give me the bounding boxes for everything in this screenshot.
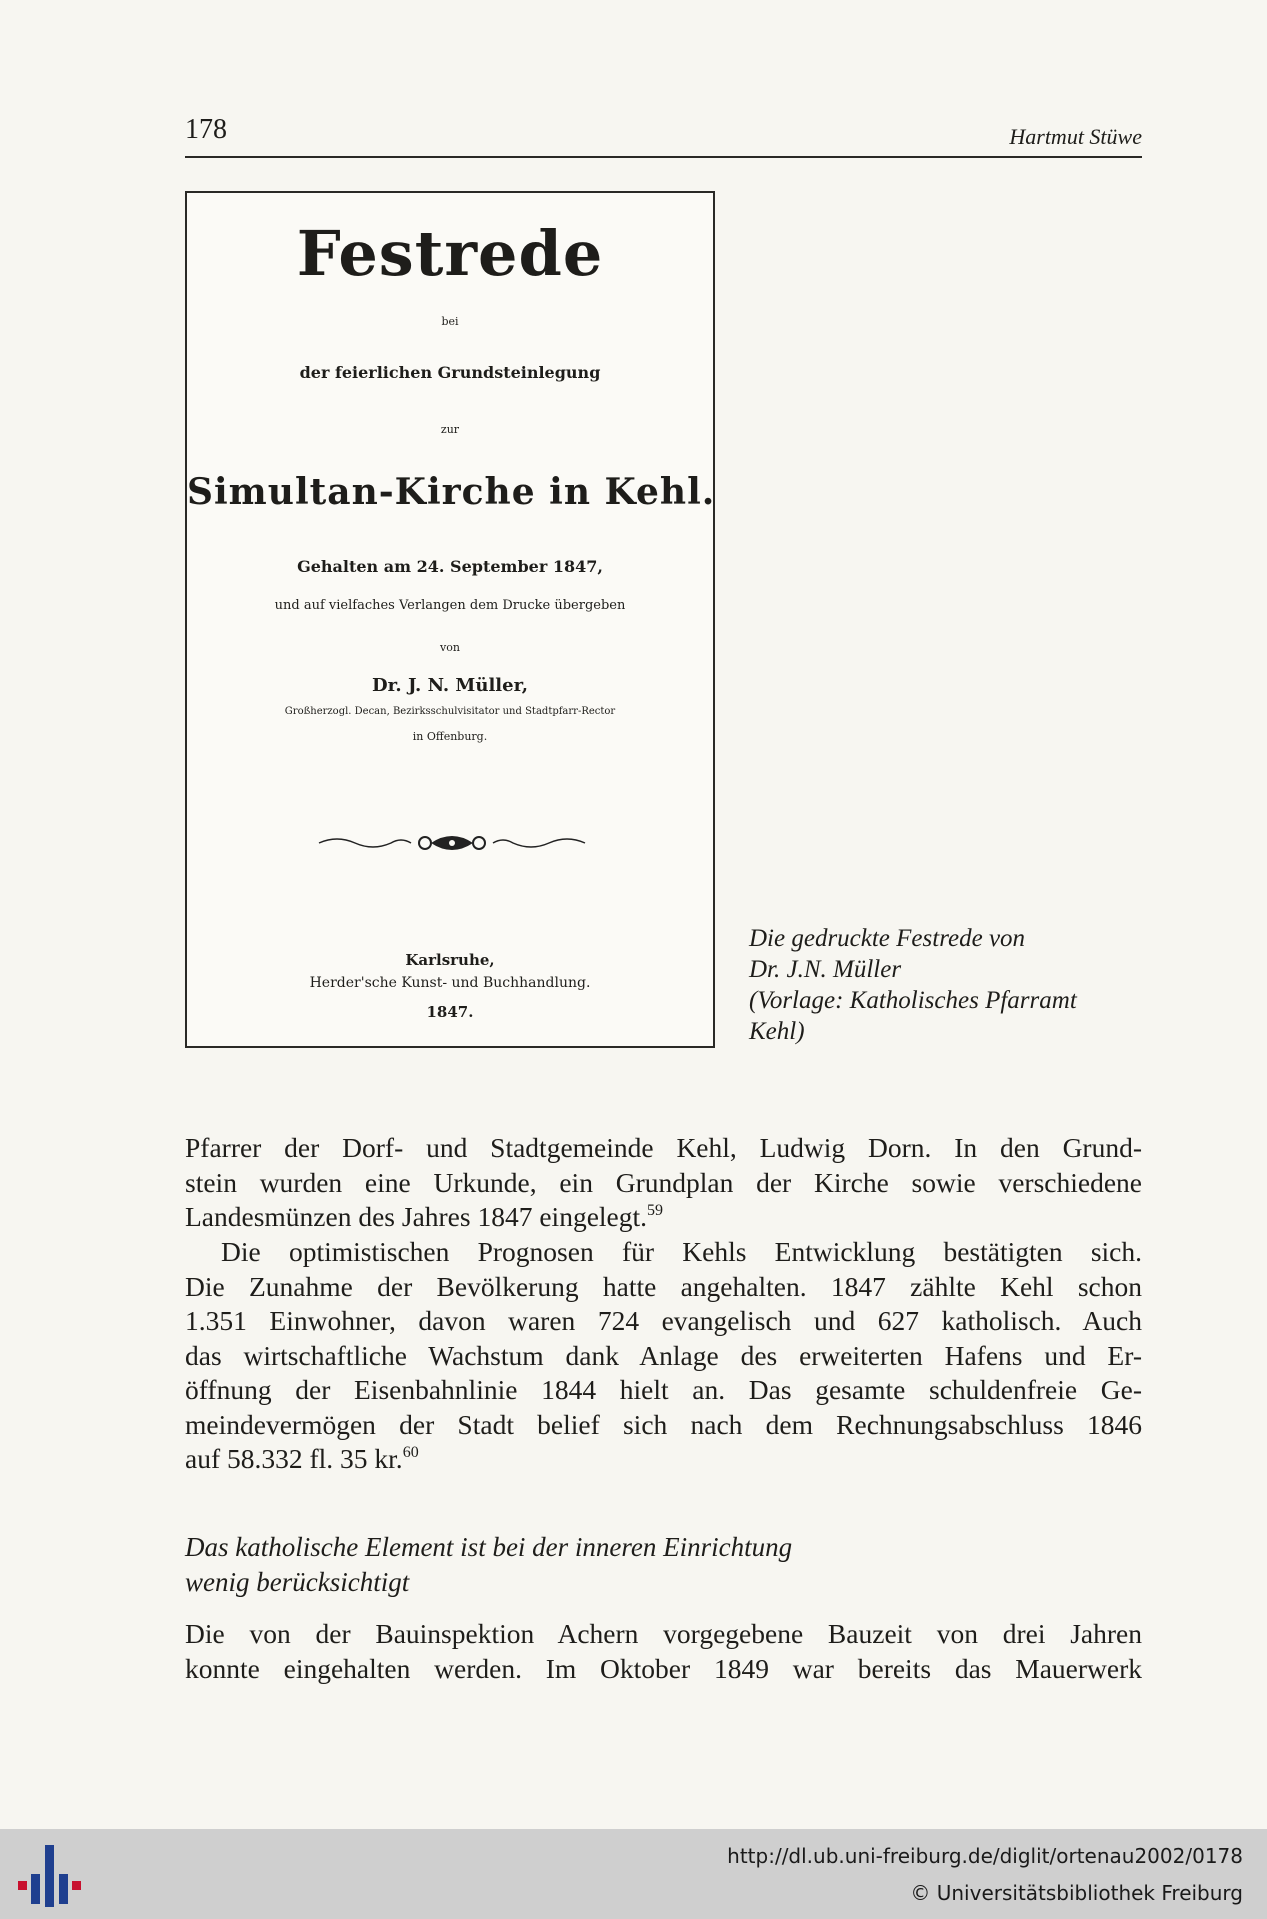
section-heading-line: Das katholische Element ist bei der inneren Einrichtung [185,1532,793,1562]
figure-line-karlsruhe: Karlsruhe, [405,951,495,969]
paragraph-1 [185,1131,1142,1235]
running-head: Hartmut Stüwe [1009,124,1142,149]
text-line: konnte eingehalten werden. Im Oktober 1849 war bereits das Mauerwerk [185,1652,1142,1684]
text-line-content: Landesmünzen des Jahres 1847 eingelegt. [185,1201,648,1232]
text-line-content: auf 58.332 fl. 35 kr. [185,1443,403,1474]
figure-line-zur: zur [440,423,460,436]
figure-line-year: 1847. [426,1003,474,1021]
figure-line-publisher: Herder'sche Kunst- und Buchhandlung. [309,975,591,991]
text-line: Die optimistischen Prognosen für Kehls Entwicklung bestätigten sich. [221,1236,1142,1267]
figure-line-offenburg: in Offenburg. [412,730,488,743]
figure-line-simultan-kirche: Simultan-Kirche in Kehl. [187,471,716,513]
caption-line: (Vorlage: Katholisches Pfarramt [749,987,1077,1014]
permalink-url[interactable]: http://dl.ub.uni-freiburg.de/diglit/ortenau2002/0178 [727,1844,1243,1868]
text-line [185,1442,1142,1477]
text-line: Die Zunahme der Bevölkerung hatte angehalten. 1847 zählte Kehl schon [185,1270,1142,1302]
figure-line-verlangen: und auf vielfaches Verlangen dem Drucke übergeben [274,598,626,613]
paragraph-3 [185,1617,1142,1686]
figure-line-author: Dr. J. N. Müller, [371,675,529,696]
text-line: 1.351 Einwohner, davon waren 724 evangelisch und 627 katholisch. Auch [185,1305,1142,1336]
page-header [185,110,1142,158]
festrede-title-page-figure [185,191,715,1048]
text-line: meindevermögen der Stadt belief sich nach dem Rechnungsabschluss 1846 [185,1408,1142,1440]
figure-line-author-title: Großherzogl. Decan, Bezirksschulvisitator und Stadtpfarr-Rector [284,706,616,717]
text-line: Die von der Bauinspektion Achern vorgegebene Bauzeit von drei Jahren [185,1618,1142,1649]
figure-line-gehalten: Gehalten am 24. September 1847, [297,557,603,576]
text-line: stein wurden eine Urkunde, ein Grundplan der Kirche sowie verschiedene [185,1166,1142,1198]
figure-line-bei: bei [441,315,459,328]
section-heading-line: wenig berücksichtigt [185,1566,410,1597]
text-line [185,1200,1142,1235]
text-line: Pfarrer der Dorf- und Stadtgemeinde Kehl, Ludwig Dorn. In den Grund- [185,1132,1142,1163]
section-heading [185,1530,1142,1599]
text-line: öffnung der Eisenbahnlinie 1844 hielt an. Das gesamte schuldenfreie Ge- [185,1374,1142,1405]
figure-caption [749,923,1149,1047]
paragraph-2 [185,1235,1142,1477]
page-number: 178 [185,114,227,145]
caption-line: Kehl) [749,1018,805,1045]
caption-line: Dr. J.N. Müller [749,956,902,983]
figure-line-von: von [440,641,460,654]
figure-title: Festrede [296,217,604,290]
copyright-notice: © Universitätsbibliothek Freiburg [910,1881,1243,1905]
ornament-flourish-icon [317,831,587,855]
figure-line-grundsteinlegung: der feierlichen Grundsteinlegung [299,363,601,382]
footnote-ref-60: 60 [402,1444,419,1461]
ub-freiburg-logo-icon [14,1841,84,1911]
caption-line: Die gedruckte Festrede von [749,925,1026,952]
footnote-ref-59: 59 [647,1202,664,1219]
digital-library-footer [0,1829,1267,1919]
text-line: das wirtschaftliche Wachstum dank Anlage des erweiterten Hafens und Er- [185,1339,1142,1371]
